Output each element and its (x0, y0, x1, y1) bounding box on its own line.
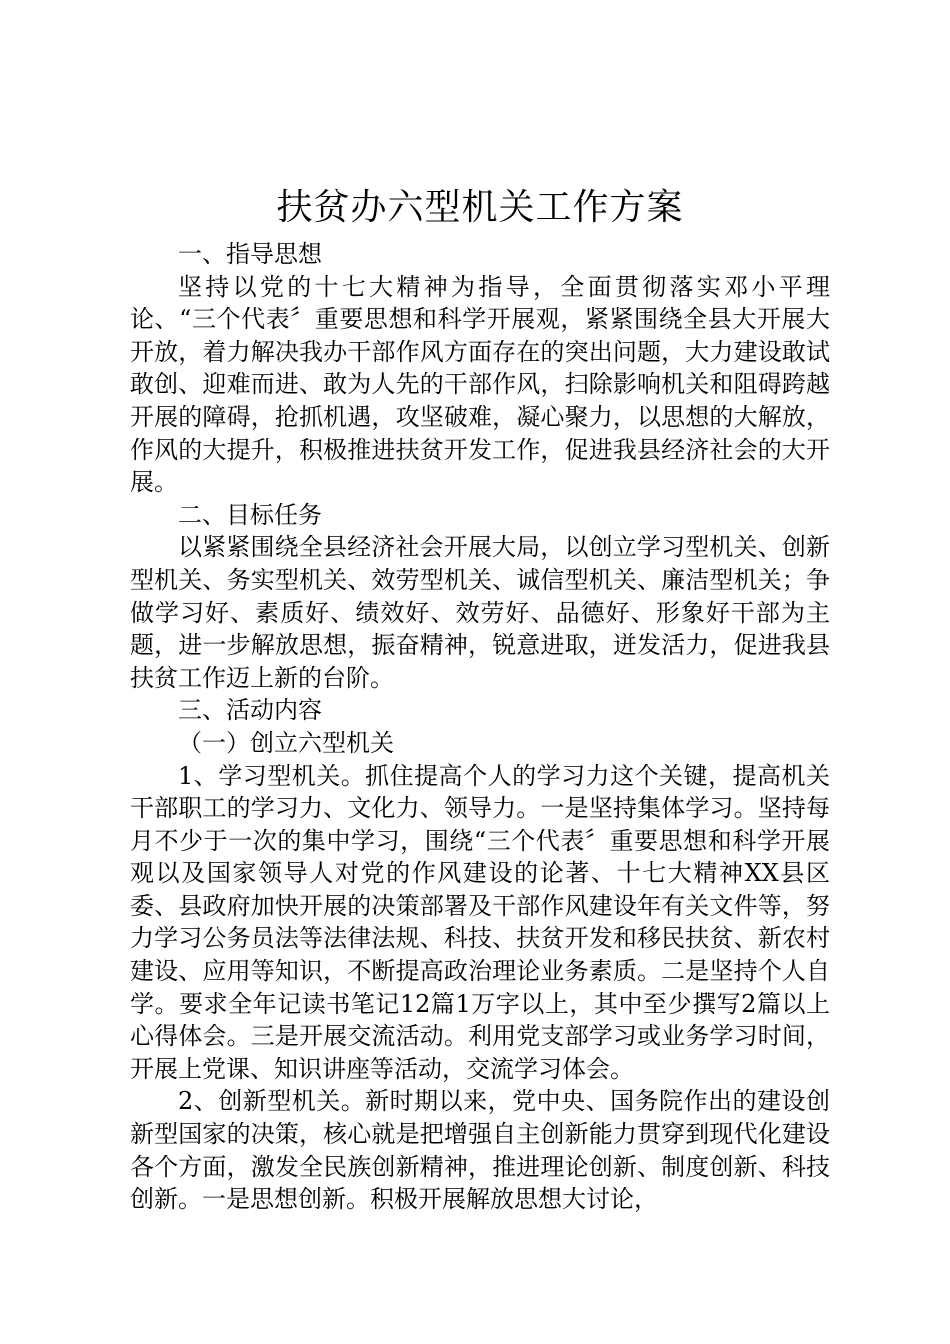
subsection-heading: （一）创立六型机关 (178, 728, 394, 757)
paragraph: 1、学习型机关。抓住提高个人的学习力这个关键，提高机关干部职工的学习力、文化力、领导力。一是坚持集体学习。坚持每月不少于一次的集中学习，围绕“三个代表〞重要思想和科学开展观以及国家领导人对党的作风建设的论著、十七大精神XX县区委、县政府加快开展的决策部署及干部作风建设年有关文件等，努力学习公务员法等法律法规、科技、扶贫开发和移民扶贫、新农村建设、应用等知识，不断提高政治理论业务素质。二是坚持个人自学。要求全年记读书笔记12篇1万字以上，其中至少撰写2篇以上心得体会。三是开展交流活动。利用党支部学习或业务学习时间，开展上党课、知识讲座等活动，交流学习体会。 (130, 761, 830, 1083)
section-heading: 一、指导思想 (178, 240, 322, 268)
paragraph: 2、创新型机关。新时期以来，党中央、国务院作出的建设创新型国家的决策，核心就是把增强自主创新能力贯穿到现代化建设各个方面，激发全民族创新精神，推进理论创新、制度创新、科技创新。一是思想创新。积极开展解放思想大讨论， (130, 1087, 830, 1214)
paragraph: 以紧紧围绕全县经济社会开展大局，以创立学习型机关、创新型机关、务实型机关、效劳型机关、诚信型机关、廉洁型机关；争做学习好、素质好、绩效好、效劳好、品德好、形象好干部为主题，进一步解放思想，振奋精神，锐意进取，迸发活力，促进我县扶贫工作迈上新的台阶。 (130, 533, 830, 692)
document-title: 扶贫办六型机关工作方案 (276, 187, 684, 228)
document-page (130, 180, 830, 1216)
section-heading: 二、目标任务 (178, 500, 322, 529)
paragraph: 坚持以党的十七大精神为指导，全面贯彻落实邓小平理论、“三个代表〞重要思想和科学开展观，紧紧围绕全县大开展大开放，着力解决我办干部作风方面存在的突出问题，大力建设敢试敢创、迎难而进、敢为人先的干部作风，扫除影响机关和阻碍跨越开展的障碍，抢抓机遇，攻坚破难，凝心聚力，以思想的大解放，作风的大提升，积极推进扶贫开发工作，促进我县经济社会的大开展。 (130, 272, 830, 497)
section-heading: 三、活动内容 (178, 696, 322, 725)
